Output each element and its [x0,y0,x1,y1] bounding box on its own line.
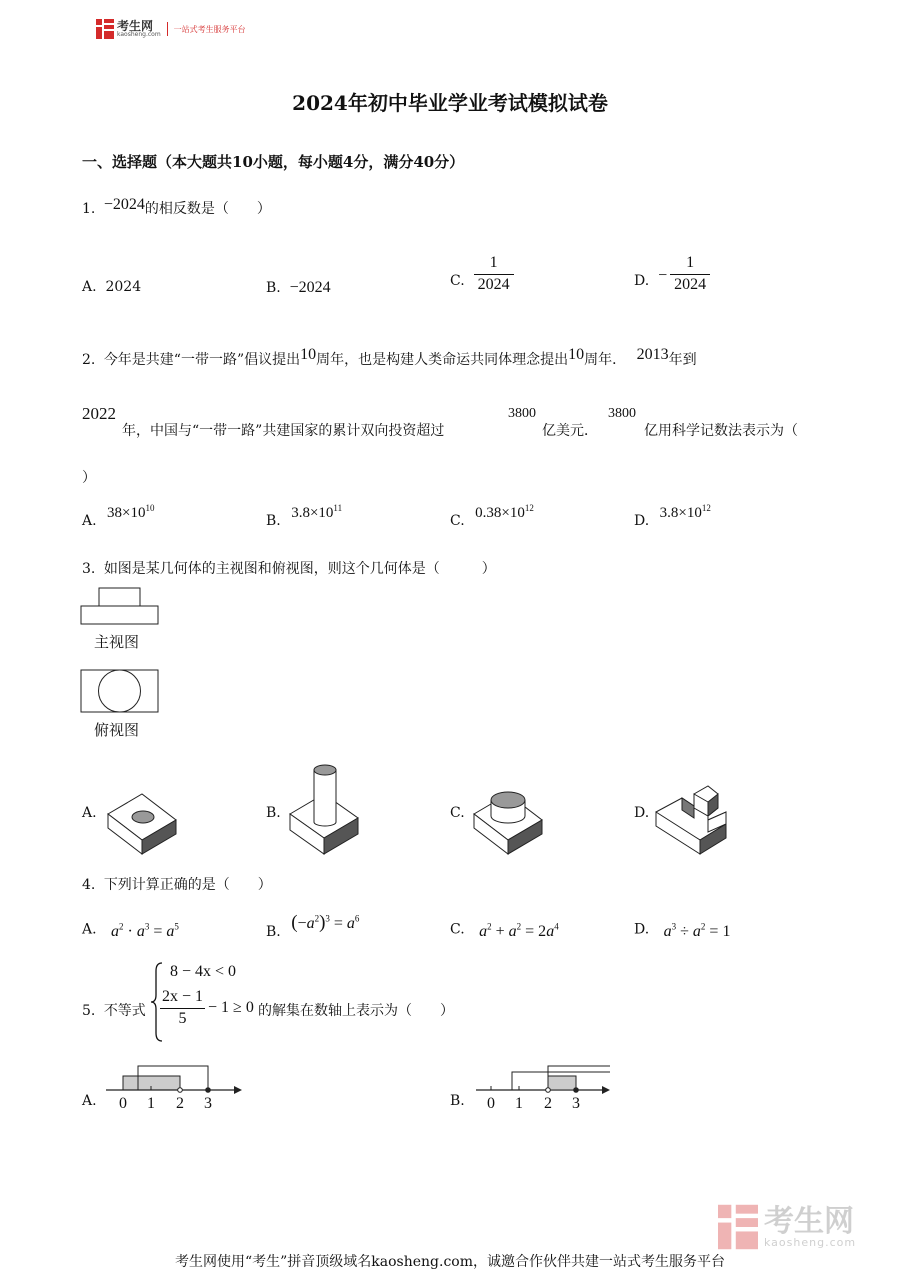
question-number: 2. [82,352,96,368]
inequality-1: 8 − 4x < 0 [170,963,237,980]
option-label: A. [82,921,97,938]
option-label: B. [266,924,281,940]
top-view-label: 俯视图 [94,721,140,739]
option-label: C. [450,921,465,938]
solid-a-figure [102,784,182,858]
option-label: C. [450,513,465,529]
question-text: 周年，也是构建人类命运共同体理念提出 [316,352,569,368]
sci-base: 3.8×10 [291,505,334,521]
option-d: D. [634,805,650,821]
question-text: 亿美元． [542,423,598,439]
sci-base: 0.38×10 [475,505,525,521]
option-b: B. [450,1093,465,1109]
watermark-sub: kaosheng.com [764,1235,857,1249]
inequality-tail: − 1 ≥ 0 [208,999,254,1017]
question-number: 1. [82,201,96,217]
option-c: C. [450,805,465,821]
fraction [474,255,514,294]
option-b [266,912,360,940]
watermark [718,1204,856,1250]
option-d [634,919,731,941]
number-line-a [100,1062,250,1096]
option-label: A. [82,279,97,295]
option-a: A. [82,805,97,821]
footer-text: 考生网使用“考生”拼音顶级域名kaosheng.com，诚邀合作伙伴共建一站式考生服务平台 [174,1254,726,1270]
kaosheng-logo-icon [96,19,114,39]
math-number: 10 [568,346,585,363]
solid-c-figure [470,782,550,858]
tick-label: 3 [572,1095,580,1112]
header-logo [96,19,246,39]
option-a [82,503,155,529]
fraction-numerator: 1 [670,255,710,275]
sci-base: 3.8×10 [659,505,702,521]
front-view-figure [80,586,162,628]
solid-b-figure [286,762,366,858]
option-d [634,255,710,294]
fraction [670,255,710,294]
option-d [634,503,711,529]
question-text: 不等式 [103,1003,146,1019]
question-5-lead [82,1000,146,1020]
option-formula: $a^3 \div a^2 = 1$ [663,922,731,941]
tick-label: 2 [176,1095,184,1112]
front-view-label: 主视图 [94,633,140,651]
question-number: 3. [82,561,96,577]
inequality-2 [160,989,254,1028]
math-number: 2022 [82,404,116,423]
question-number: 4. [82,877,96,893]
question-text: 年到 [668,352,697,368]
question-1 [82,198,271,218]
header-slogan: 一站式考生服务平台 [173,24,246,34]
math-number: 3800 [608,406,636,421]
number-line-b [470,1062,620,1096]
question-number: 5. [82,1003,96,1019]
question-text: ） [82,470,96,486]
question-2-line-2b [122,420,444,440]
question-text: 如图是某几何体的主视图和俯视图，则这个几何体是（ ） [103,561,496,577]
option-label: D. [634,921,650,938]
math-expr: −2024 [103,196,145,213]
fraction-denominator: 2024 [674,275,707,293]
option-label: D. [634,273,650,290]
option-value: −2024 [289,279,331,296]
option-label: B. [266,513,281,529]
option-a: A. [82,1093,97,1109]
sci-exponent: 12 [524,503,534,513]
sci-exponent: 10 [145,503,155,513]
sci-exponent: 12 [701,503,711,513]
question-text: 的解集在数轴上表示为（ ） [258,1003,454,1019]
tick-label: 1 [147,1095,155,1112]
question-text: 今年是共建“一带一路”倡议提出 [103,352,301,368]
option-value [475,505,534,521]
top-view-figure [80,668,162,714]
question-2-line-1 [82,346,697,369]
minus-sign: − [658,267,668,285]
option-a [82,919,179,941]
option-value [107,505,154,521]
fraction-denominator: 5 [178,1009,187,1027]
option-value [660,505,711,521]
option-b [266,279,331,297]
tick-label: 0 [487,1095,495,1112]
option-b: B. [266,805,281,821]
math-number: 10 [300,346,317,363]
math-number: 3800 [508,406,536,421]
option-value [291,505,342,521]
fraction-numerator: 2x − 1 [160,989,205,1009]
tick-label: 3 [204,1095,212,1112]
tick-label: 0 [119,1095,127,1112]
kaosheng-logo-icon [718,1204,758,1250]
question-2-line-2 [82,404,116,424]
logo-sub: kaosheng.com [117,31,161,38]
math-number: 2013 [636,346,669,363]
fraction-denominator: 2024 [477,275,510,293]
option-formula: $a^2 \cdot a^3 = a^5$ [111,922,179,941]
question-text: 的相反数是（ ） [144,201,271,217]
question-text: 年，中国与“一带一路”共建国家的累计双向投资超过 [122,423,445,439]
section-heading: 一、选择题（本大题共10小题，每小题4分，满分40分） [82,153,465,171]
option-c [450,255,514,294]
question-text: 亿用科学记数法表示为（ [644,423,798,439]
option-label: A. [82,513,97,529]
tick-label: 2 [544,1095,552,1112]
question-4 [82,874,272,894]
tick-label: 1 [515,1095,523,1112]
watermark-name: 考生网 [764,1203,854,1239]
option-c [450,503,534,529]
solid-d-figure [652,782,732,858]
fraction [160,989,205,1028]
option-label: D. [634,513,650,529]
option-b [266,503,343,529]
logo-name: 考生网 [117,19,154,33]
question-text: 周年． [584,352,627,368]
option-value: 2024 [105,279,142,295]
option-c [450,919,559,941]
option-formula: $a^2 + a^2 = 2a^4$ [479,922,559,941]
sci-exponent: 11 [333,503,343,513]
page-title: 2024年初中毕业学业考试模拟试卷 [292,91,608,115]
question-3 [82,558,496,578]
question-text: 下列计算正确的是（ ） [103,877,272,893]
option-label: C. [450,273,465,290]
option-label: B. [266,280,281,296]
sci-base: 38×10 [107,505,146,521]
option-formula: $(-a^2)^3 = a^6$ [291,912,360,933]
fraction-numerator: 1 [474,255,514,275]
option-a [82,279,141,295]
